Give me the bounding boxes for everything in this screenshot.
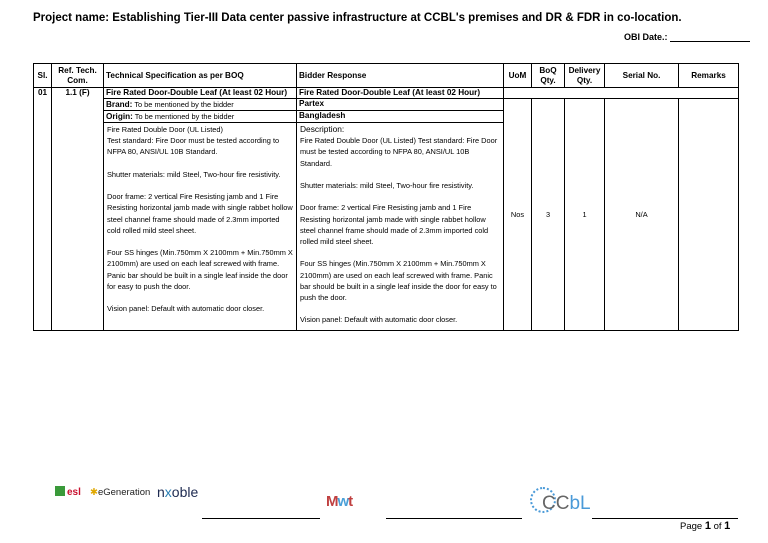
cell-sl: 01 <box>34 88 52 331</box>
col-serial: Serial No. <box>605 64 679 88</box>
resp-para-3: Door frame: 2 vertical Fire Resisting jamb and 1 Fire Resisting horizontal jamb made with single rabbet hollow steel channel frame should made of 2.3mm imported cold rolled mild steel sheet. <box>300 203 489 246</box>
spec-para-5: Vision panel: Default with automatic door closer. <box>107 304 265 314</box>
cell-delivery-qty: 1 <box>565 99 605 331</box>
cell-origin-resp: Bangladesh <box>297 111 504 123</box>
obi-date-line <box>670 41 750 42</box>
cell-ref: 1.1 (F) <box>52 88 104 331</box>
esl-mark-icon <box>55 486 65 496</box>
cell-spec-description <box>104 123 297 331</box>
cell-brand-resp: Partex <box>297 99 504 111</box>
mt-logo: Mwt <box>326 493 353 510</box>
col-spec: Technical Specification as per BOQ <box>104 64 297 88</box>
cell-spec-title: Fire Rated Door-Double Leaf (At least 02 Hour) <box>104 88 297 99</box>
esl-logo: esl <box>55 486 81 498</box>
cell-brand-spec <box>104 99 297 111</box>
resp-para-5: Vision panel: Default with automatic door closer. <box>300 315 458 325</box>
signature-line-2 <box>386 518 522 519</box>
table-row <box>34 99 739 111</box>
col-uom: UoM <box>504 64 532 88</box>
signature-line-1 <box>202 518 320 519</box>
page-number: Page 1 of 1 <box>680 520 731 532</box>
col-ref: Ref. Tech. Com. <box>52 64 104 88</box>
cell-top-blank <box>504 88 739 99</box>
ccbl-logo: CCbL <box>530 487 591 515</box>
resp-para-4: Four SS hinges (Min.750mm X 2100mm + Min.750mm X 2100mm) are used on each leaf screwed with frame. Panic bar should be built in a single leaf inside the door for easy to push the door. <box>300 259 497 302</box>
cell-remarks <box>679 99 739 331</box>
noble-logo: nxoble <box>157 484 199 500</box>
col-response: Bidder Response <box>297 64 504 88</box>
col-boq-qty: BoQ Qty. <box>532 64 565 88</box>
footer-logos <box>0 484 768 514</box>
spec-para-3: Door frame: 2 vertical Fire Resisting jamb and 1 Fire Resisting horizontal jamb made with single rabbet hollow steel channel frame should made of 2.3mm imported cold rolled mild steel sheet. <box>107 192 293 235</box>
col-delivery-qty: Delivery Qty. <box>565 64 605 88</box>
project-title: Project name: Establishing Tier-III Data center passive infrastructure at CCBL's premises and DR & FDR in co-location. <box>33 12 682 24</box>
col-sl: Sl. <box>34 64 52 88</box>
spec-para-4: Four SS hinges (Min.750mm X 2100mm + Min.750mm X 2100mm) are used on each leaf screwed with frame. Panic bar should be built in a single leaf inside the door for easy to push the door. <box>107 248 293 291</box>
cell-serial: N/A <box>605 99 679 331</box>
boq-table <box>33 63 739 331</box>
brand-spec-text: To be mentioned by the bidder <box>134 100 234 109</box>
egeneration-logo: ✱eGeneration <box>90 487 151 498</box>
cell-resp-title: Fire Rated Door-Double Leaf (At least 02 Hour) <box>297 88 504 99</box>
star-icon: ✱ <box>90 487 98 498</box>
cell-origin-spec <box>104 111 297 123</box>
resp-para-1: Fire Rated Double Door (UL Listed) Test standard: Fire Door must be tested according to NFPA 80, ANSI/UL 10B Standard. <box>300 136 498 168</box>
col-remarks: Remarks <box>679 64 739 88</box>
cell-boq-qty: 3 <box>532 99 565 331</box>
origin-spec-text: To be mentioned by the bidder <box>134 112 235 121</box>
resp-para-2: Shutter materials: mild Steel, Two-hour fire resistivity. <box>300 181 474 190</box>
resp-description-label: Description: <box>300 124 345 134</box>
signature-line-3 <box>592 518 738 519</box>
table-header-row <box>34 64 739 88</box>
table-row <box>34 88 739 99</box>
cell-resp-description <box>297 123 504 331</box>
spec-para-2: Shutter materials: mild Steel, Two-hour fire resistivity. <box>107 169 281 179</box>
origin-label: Origin: <box>106 112 133 121</box>
obi-date-label: OBI Date.: <box>624 32 668 42</box>
obi-date <box>624 32 750 42</box>
spec-para-1: Fire Rated Double Door (UL Listed) Test standard: Fire Door must be tested according to NFPA 80, ANSI/UL 10B Standard. <box>107 125 280 157</box>
cell-uom: Nos <box>504 99 532 331</box>
brand-label: Brand: <box>106 100 133 109</box>
